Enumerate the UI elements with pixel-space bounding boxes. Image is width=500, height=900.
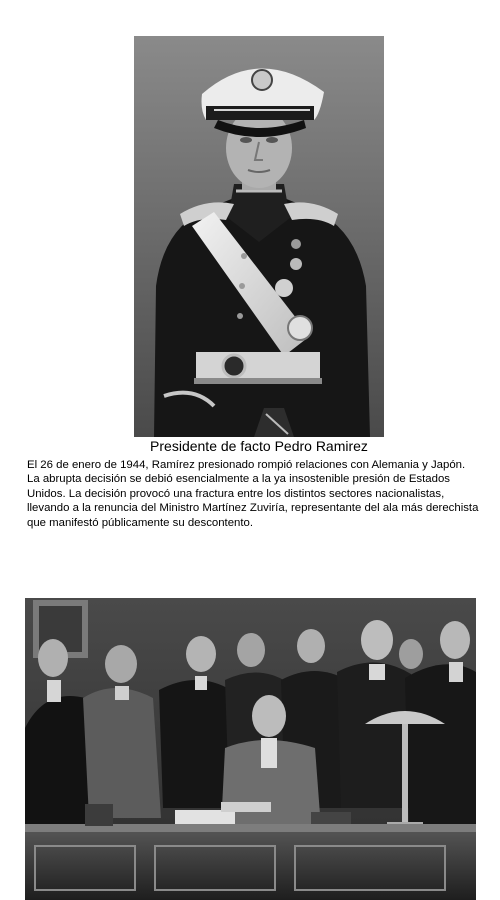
group-photo (25, 598, 476, 900)
portrait-photo (134, 36, 384, 437)
photo-caption: Presidente de facto Pedro Ramirez (150, 438, 368, 454)
body-paragraph: El 26 de enero de 1944, Ramírez presionado rompió relaciones con Alemania y Japón. La abrupta decisión se debió esencialmente a la ya insostenible presión de Estados Unidos. La decisión provocó una fractura entre los distintos sectores nacionalistas, llevando a la renuncia del Ministro Martínez Zuviría, representante del ala más derechista que manifestó públicamente su descontento. (27, 459, 479, 529)
